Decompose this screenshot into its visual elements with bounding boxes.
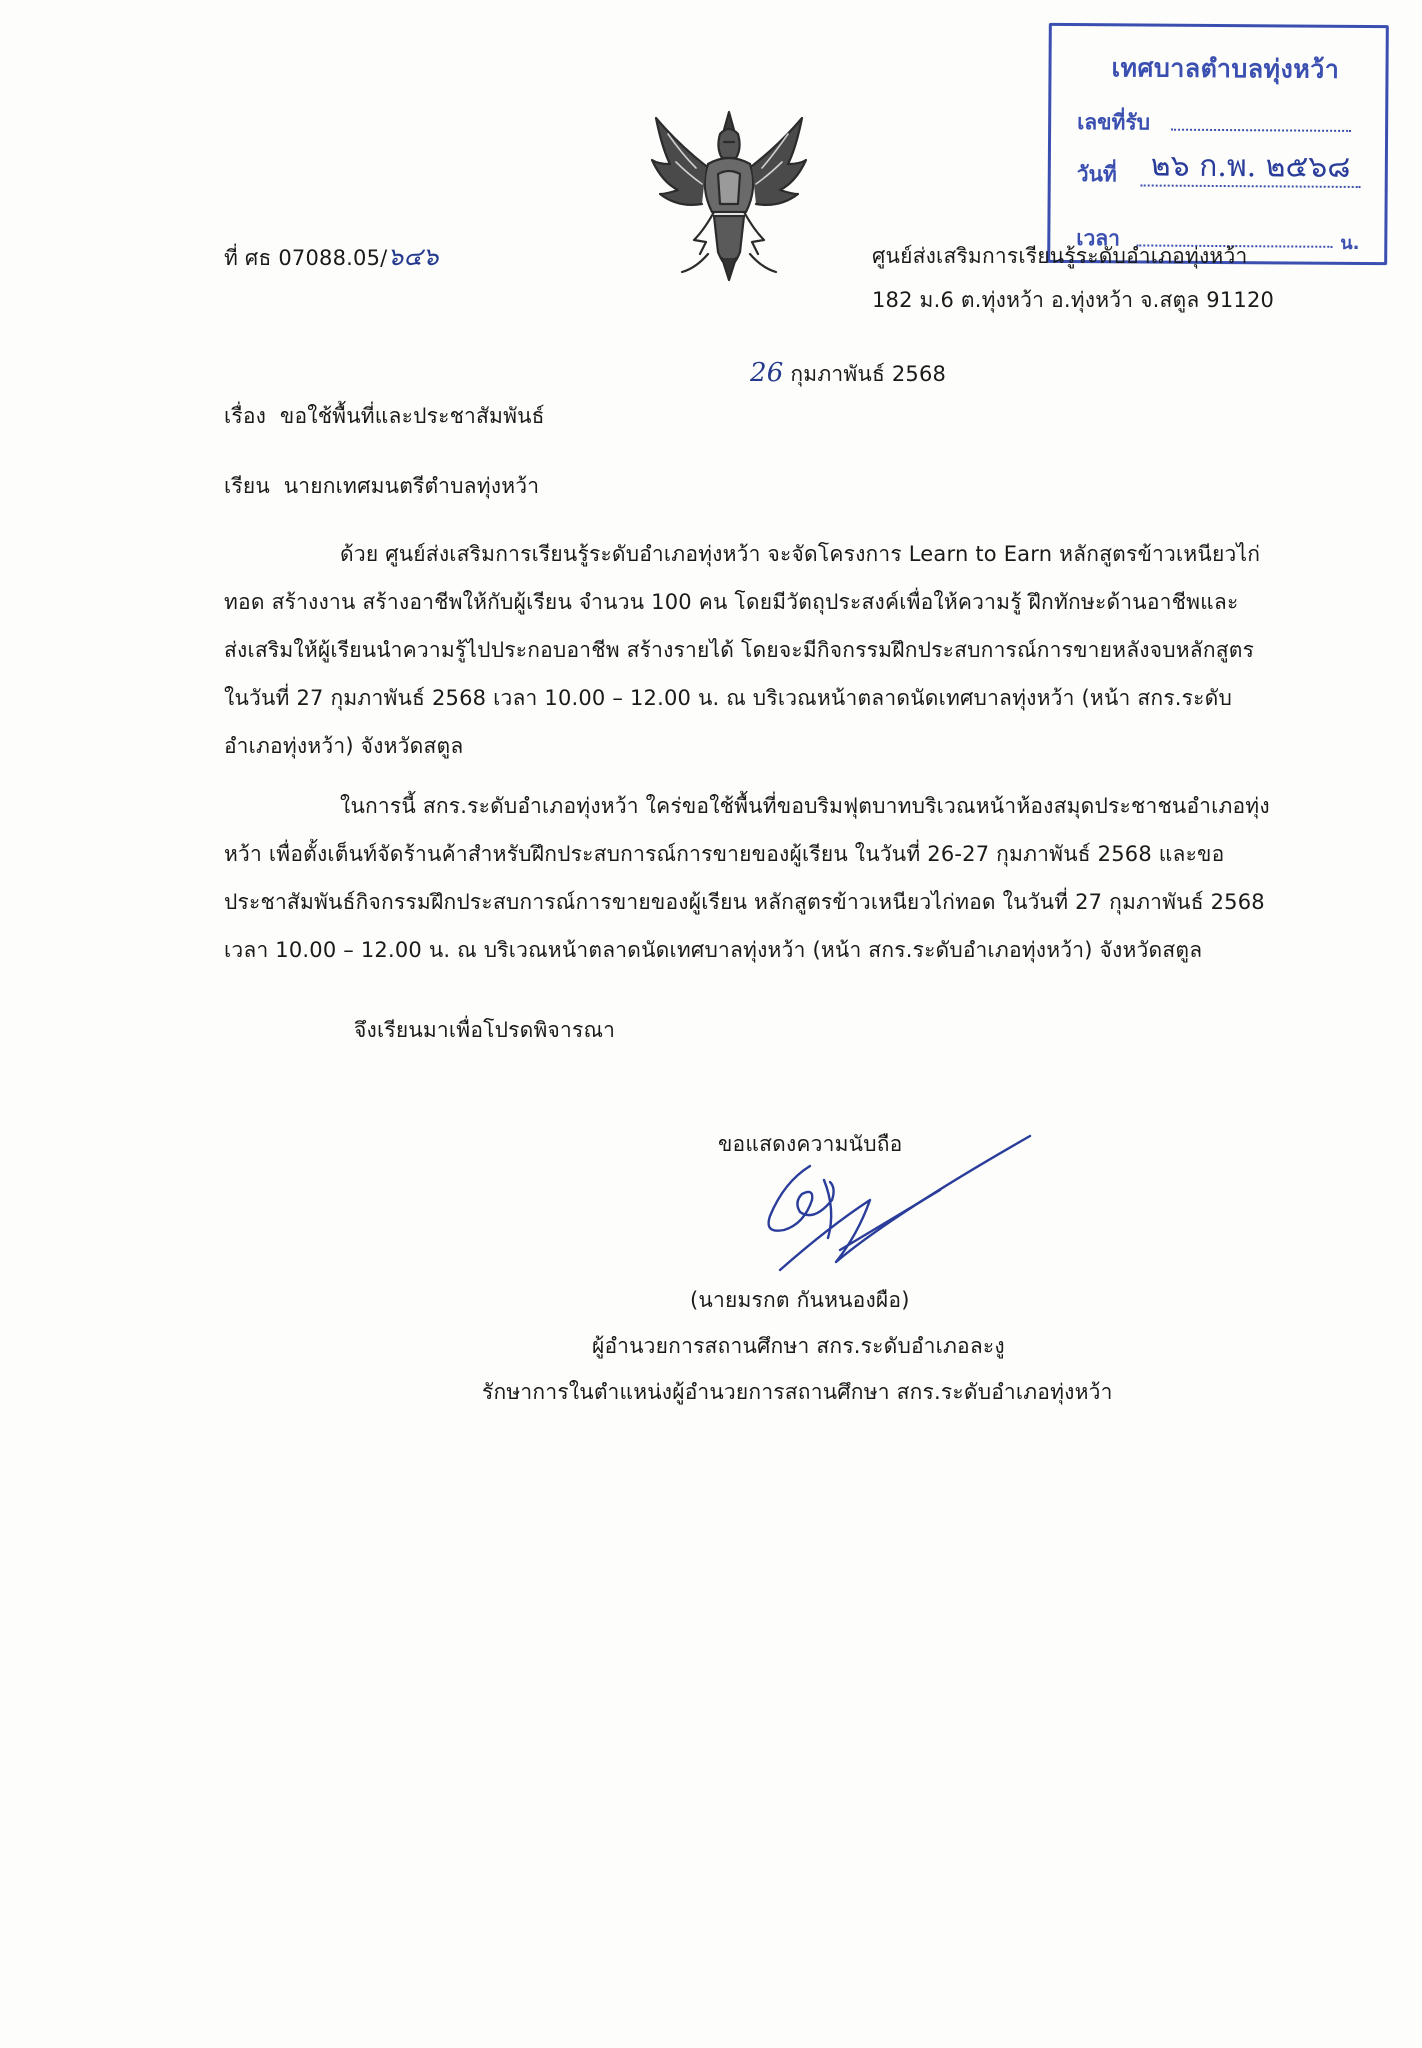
recipient-text: นายกเทศมนตรีตำบลทุ่งหว้า xyxy=(283,474,540,498)
paragraph-2-line-3: ประชาสัมพันธ์กิจกรรมฝึกประสบการณ์การขายของผู้เรียน หลักสูตรข้าวเหนียวไก่ทอด ในวันที่ 27 กุมภาพันธ์ 2568 xyxy=(224,890,1265,914)
date-day-handwritten: 26 xyxy=(750,358,784,388)
stamp-date-value: ๒๖ ก.พ. ๒๕๖๘ xyxy=(1150,148,1351,185)
paragraph-1-line-5: อำเภอทุ่งหว้า) จังหวัดสตูล xyxy=(224,734,464,758)
stamp-receive-label: เลขที่รับ xyxy=(1077,110,1151,135)
signatory-position-1: ผู้อำนวยการสถานศึกษา สกร.ระดับอำเภอละงู xyxy=(592,1334,1005,1358)
stamp-time-label: เวลา xyxy=(1076,226,1121,251)
reference-prefix: ที่ ศธ 07088.05/ xyxy=(224,246,388,270)
paragraph-1-line-1: ด้วย ศูนย์ส่งเสริมการเรียนรู้ระดับอำเภอทุ่งหว้า จะจัดโครงการ Learn to Earn หลักสูตรข้าวเหนียวไก่ xyxy=(340,542,1261,566)
paragraph-2-line-2: หว้า เพื่อตั้งเต็นท์จัดร้านค้าสำหรับฝึกประสบการณ์การขายของผู้เรียน ในวันที่ 26-27 กุมภาพันธ์ 2568 และขอ xyxy=(224,842,1225,866)
reference-number xyxy=(224,244,439,269)
stamp-receive-line xyxy=(1171,129,1351,132)
signatory-position-2: รักษาการในตำแหน่งผู้อำนวยการสถานศึกษา สกร.ระดับอำเภอทุ่งหว้า xyxy=(482,1380,1113,1404)
subject-text: ขอใช้พื้นที่และประชาสัมพันธ์ xyxy=(279,404,545,428)
sender-org: ศูนย์ส่งเสริมการเรียนรู้ระดับอำเภอทุ่งหว้า xyxy=(872,244,1248,268)
date-month-year: กุมภาพันธ์ 2568 xyxy=(790,362,947,386)
handwritten-signature xyxy=(740,1130,1040,1290)
closing-request: จึงเรียนมาเพื่อโปรดพิจารณา xyxy=(354,1018,616,1042)
reference-number-handwritten: ๖๔๖ xyxy=(387,242,439,271)
subject-label: เรื่อง xyxy=(224,404,267,428)
letter-date xyxy=(750,360,946,386)
signature-closing: ขอแสดงความนับถือ xyxy=(718,1132,903,1156)
paragraph-1-line-2: ทอด สร้างงาน สร้างอาชีพให้กับผู้เรียน จำนวน 100 คน โดยมีวัตถุประสงค์เพื่อให้ความรู้ ฝึกทักษะด้านอาชีพและ xyxy=(224,590,1239,614)
garuda-emblem-icon xyxy=(648,104,810,284)
paragraph-1-line-3: ส่งเสริมให้ผู้เรียนนำความรู้ไปประกอบอาชีพ สร้างรายได้ โดยจะมีกิจกรรมฝึกประสบการณ์การขายหลังจบหลักสูตร xyxy=(224,638,1255,662)
stamp-org: เทศบาลตำบลทุ่งหว้า xyxy=(1111,53,1340,84)
stamp-time-value: น. xyxy=(1340,232,1360,254)
sender-address: 182 ม.6 ต.ทุ่งหว้า อ.ทุ่งหว้า จ.สตูล 91120 xyxy=(872,288,1275,312)
recipient-line xyxy=(224,476,539,497)
paragraph-2-line-4: เวลา 10.00 – 12.00 น. ณ บริเวณหน้าตลาดนัดเทศบาลทุ่งหว้า (หน้า สกร.ระดับอำเภอทุ่งหว้า) จังหวัดสตูล xyxy=(224,938,1203,962)
recipient-label: เรียน xyxy=(224,474,270,498)
signatory-name: (นายมรกต กันหนองผือ) xyxy=(690,1288,910,1312)
subject-line xyxy=(224,406,545,427)
stamp-date-label: วันที่ xyxy=(1076,162,1117,187)
paragraph-2-line-1: ในการนี้ สกร.ระดับอำเภอทุ่งหว้า ใคร่ขอใช้พื้นที่ขอบริมฟุตบาทบริเวณหน้าห้องสมุดประชาชนอำเภอทุ่ง xyxy=(340,794,1270,818)
receipt-stamp xyxy=(1047,23,1389,265)
paragraph-1-line-4: ในวันที่ 27 กุมภาพันธ์ 2568 เวลา 10.00 – 12.00 น. ณ บริเวณหน้าตลาดนัดเทศบาลทุ่งหว้า (หน้า สกร.ระดับ xyxy=(224,686,1232,710)
